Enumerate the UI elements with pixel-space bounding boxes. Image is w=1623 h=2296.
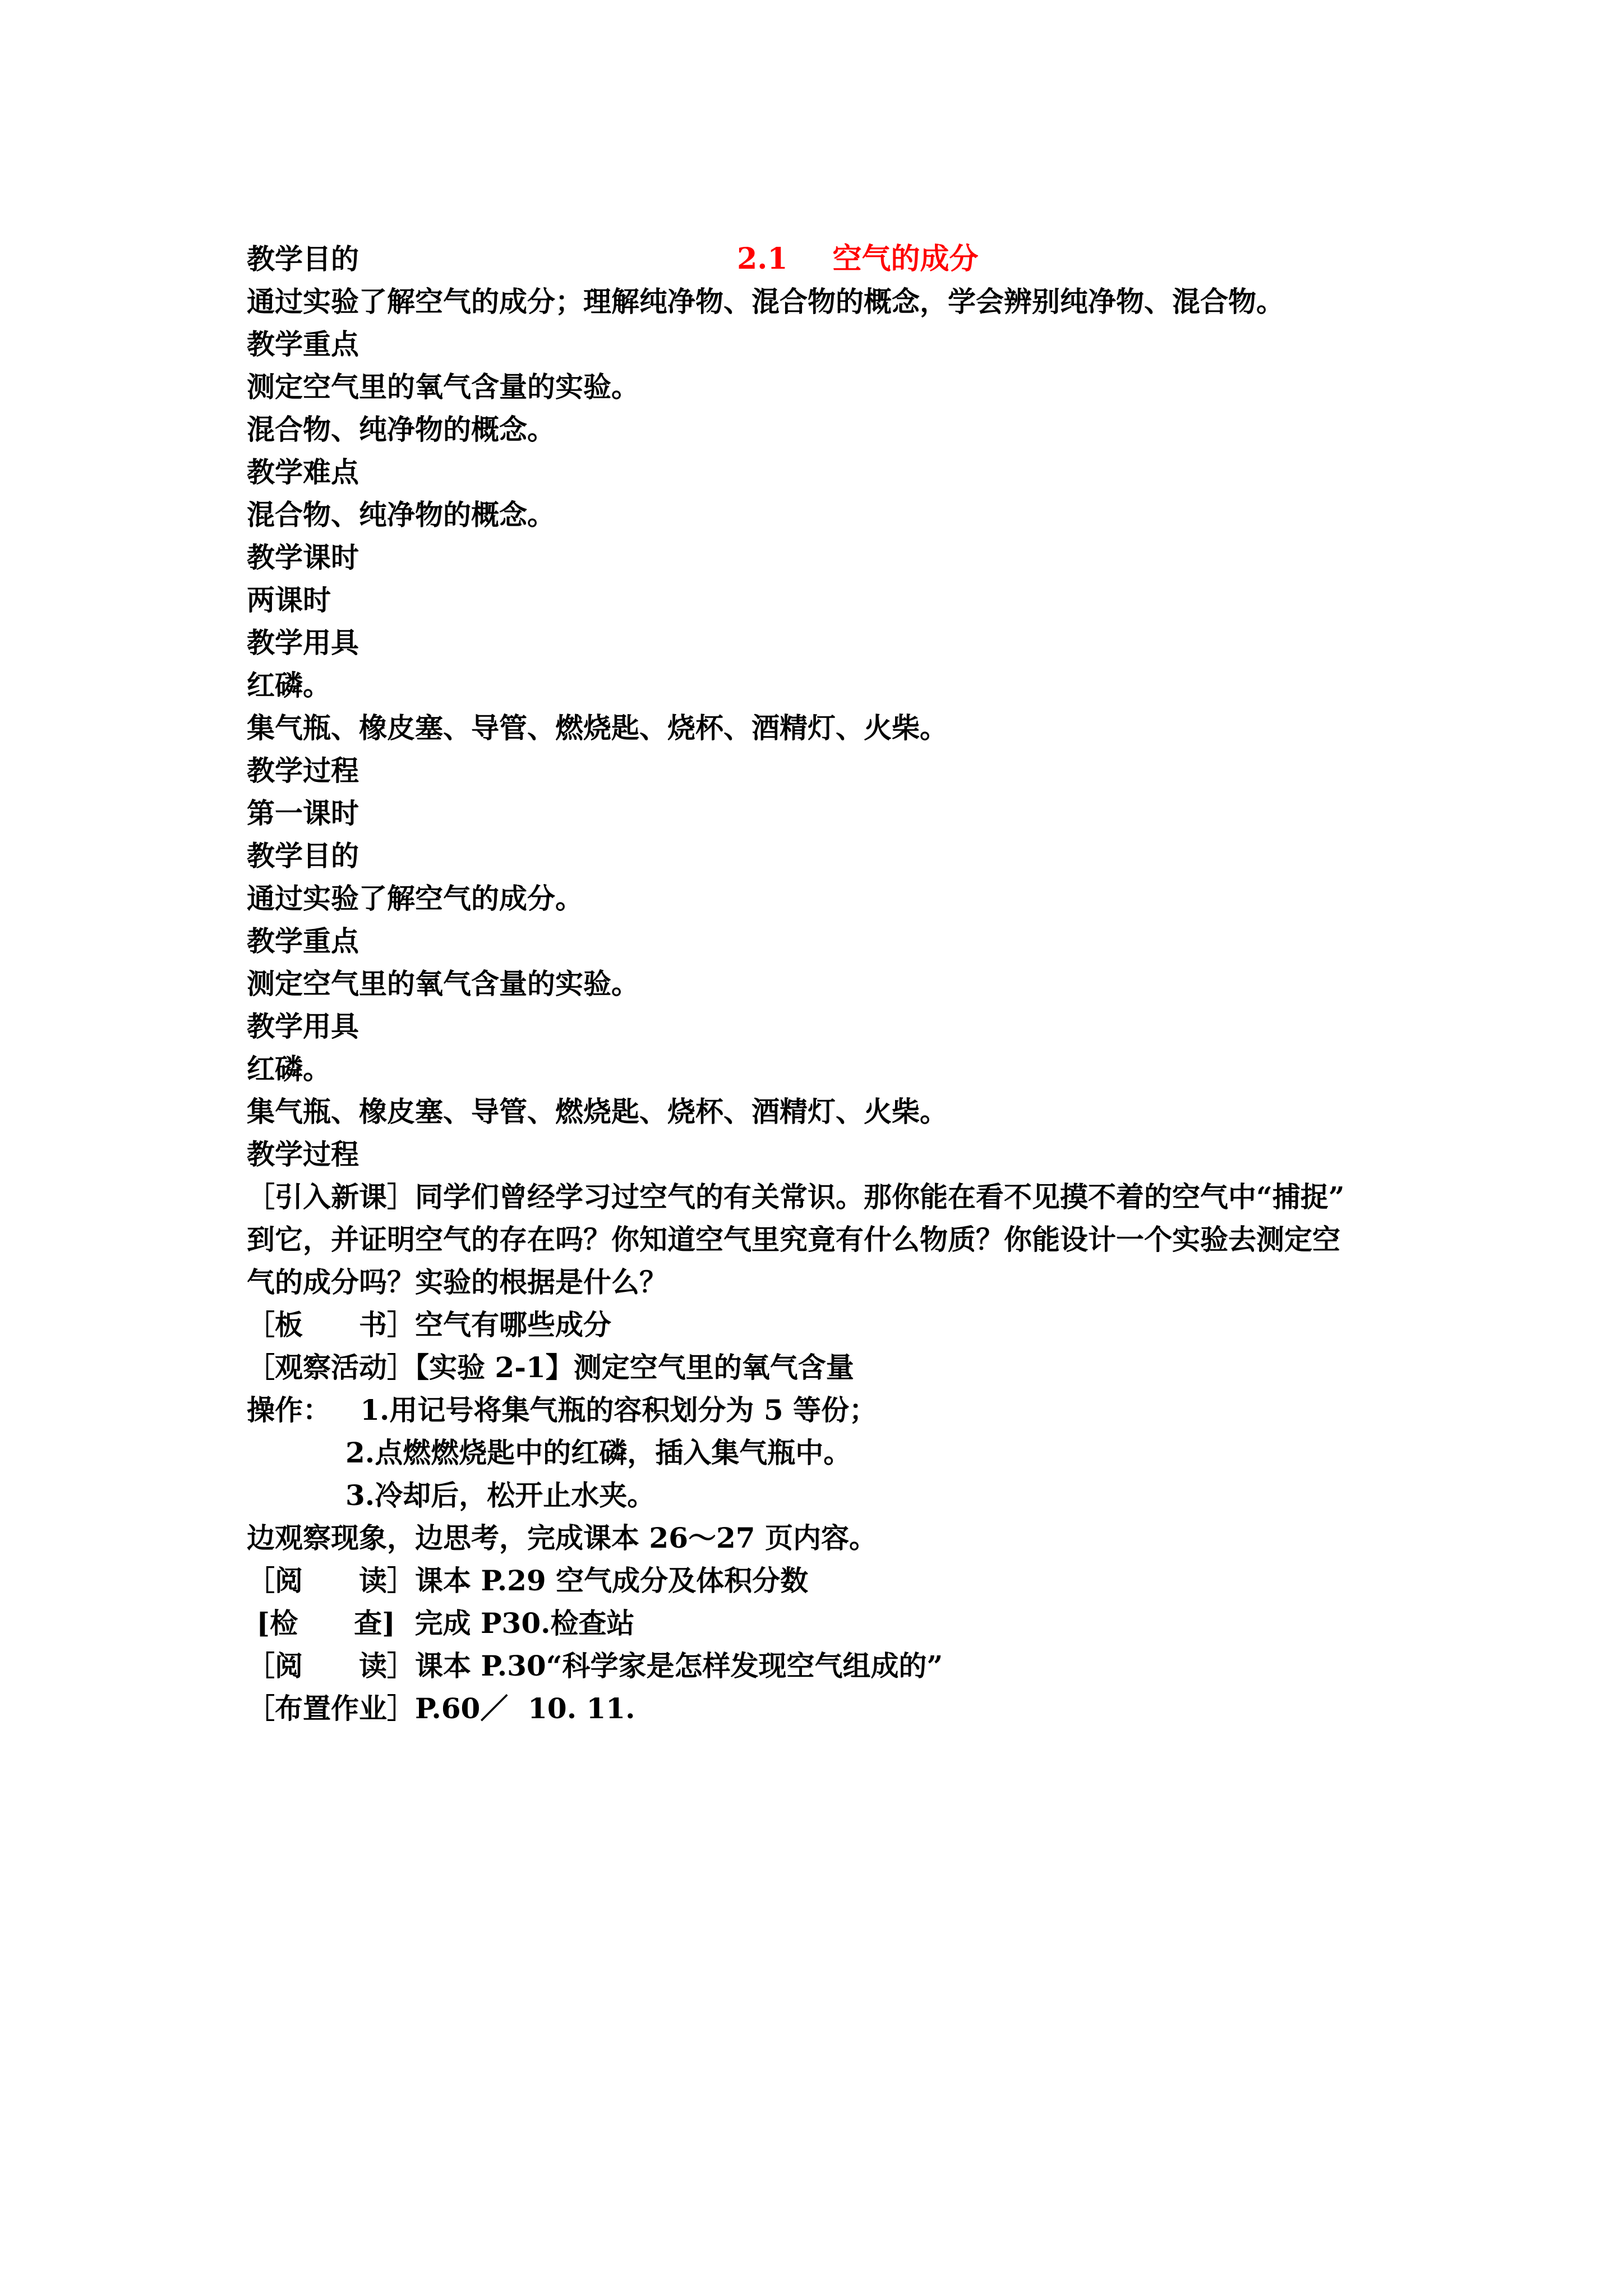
text-line: 教学课时 — [247, 541, 359, 574]
text-line: 教学重点 — [247, 328, 359, 361]
intro-paragraph-line: 到它，并证明空气的存在吗？你知道空气里究竟有什么物质？你能设计一个实验去测定空 — [247, 1223, 1340, 1256]
operation-step-2: 2.点燃燃烧匙中的红磷，插入集气瓶中。 — [345, 1436, 852, 1469]
intro-paragraph-line: 气的成分吗？实验的根据是什么？ — [247, 1266, 667, 1299]
text-line: 教学用具 — [247, 1010, 359, 1043]
text-line: 两课时 — [247, 583, 331, 616]
operation-label: 操作： — [247, 1393, 331, 1427]
homework-line: ［布置作业］P.60／ 10. 11. — [247, 1692, 635, 1725]
text-line: 通过实验了解空气的成分。 — [247, 882, 583, 915]
text-line: 教学目的 — [247, 242, 359, 275]
read-line: ［阅 读］课本 P.29 空气成分及体积分数 — [247, 1564, 809, 1597]
observe-think-line: 边观察现象，边思考，完成课本 26～27 页内容。 — [247, 1521, 877, 1554]
check-line: [检 查] 完成 P30.检查站 — [247, 1607, 635, 1640]
text-line: 教学过程 — [247, 1138, 359, 1171]
text-line: 教学难点 — [247, 455, 359, 489]
step-text: 1.用记号将集气瓶的容积划分为 5 等份； — [360, 1393, 878, 1427]
read-line: ［阅 读］课本 P.30“科学家是怎样发现空气组成的” — [247, 1649, 943, 1682]
intro-paragraph-line: ［引入新课］同学们曾经学习过空气的有关常识。那你能在看不见摸不着的空气中“捕捉” — [247, 1180, 1345, 1213]
text-line: 教学重点 — [247, 924, 359, 958]
text-line: 红磷。 — [247, 1052, 331, 1085]
document-body — [247, 195, 1408, 1730]
text-line: 集气瓶、橡皮塞、导管、燃烧匙、烧杯、酒精灯、火柴。 — [247, 711, 948, 744]
title-number: 2.1 — [737, 242, 788, 276]
text-line: 测定空气里的氧气含量的实验。 — [247, 370, 639, 403]
text-line: 教学过程 — [247, 754, 359, 787]
text-line: 红磷。 — [247, 669, 331, 702]
text-line: 集气瓶、橡皮塞、导管、燃烧匙、烧杯、酒精灯、火柴。 — [247, 1095, 948, 1128]
operation-step-3: 3.冷却后，松开止水夹。 — [345, 1479, 656, 1512]
text-line: 混合物、纯净物的概念。 — [247, 413, 555, 446]
operation-step-1 — [247, 1389, 1408, 1432]
text-line: 第一课时 — [247, 797, 359, 830]
observe-activity-line: ［观察活动］【实验 2-1】测定空气里的氧气含量 — [247, 1351, 854, 1384]
board-line: ［板 书］空气有哪些成分 — [247, 1308, 611, 1341]
text-line: 教学目的 — [247, 839, 359, 872]
text-line: 混合物、纯净物的概念。 — [247, 498, 555, 531]
text-line: 教学用具 — [247, 626, 359, 659]
title-text: 空气的成分 — [832, 242, 979, 276]
text-line: 测定空气里的氧气含量的实验。 — [247, 967, 639, 1000]
text-line: 通过实验了解空气的成分；理解纯净物、混合物的概念，学会辨别纯净物、混合物。 — [247, 285, 1284, 318]
